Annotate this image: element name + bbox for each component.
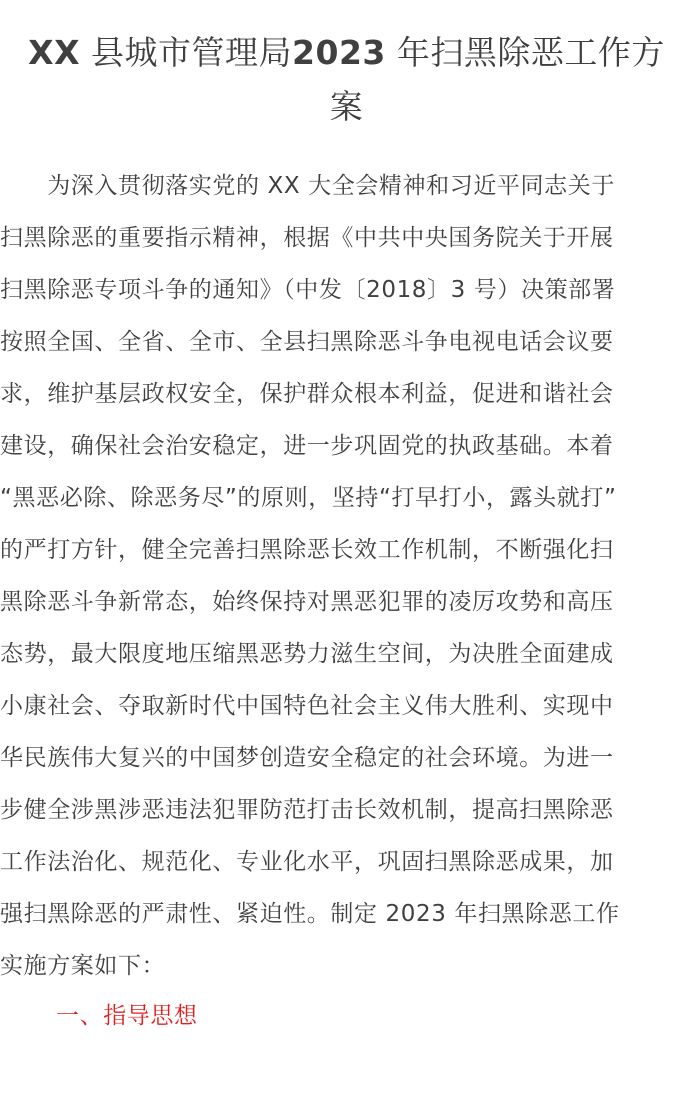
title-line-1 [0, 26, 693, 80]
paragraph-line: 工作法治化、规范化、专业化水平，巩固扫黑除恶成果，加 [0, 849, 614, 875]
paragraph-line: 求，维护基层政权安全，保护群众根本利益，促进和谐社会 [0, 381, 614, 407]
title-topic: 年扫黑除恶工作方 [396, 33, 665, 72]
paragraph-line: 为深入贯彻落实党的 XX 大全会精神和习近平同志关于 [0, 173, 615, 199]
paragraph-line: “黑恶必除、除恶务尽”的原则，坚持“打早打小，露头就打” [0, 485, 617, 511]
paragraph-line: 建设，确保社会治安稳定，进一步巩固党的执政基础。本着 [0, 433, 614, 459]
paragraph-line: 步健全涉黑涉恶违法犯罪防范打击长效机制，提高扫黑除恶 [0, 797, 614, 823]
paragraph-line: 强扫黑除恶的严肃性、紧迫性。制定 2023 年扫黑除恶工作 [0, 901, 620, 927]
body-paragraph [0, 160, 693, 992]
paragraph-line: 小康社会、夺取新时代中国特色社会主义伟大胜利、实现中 [0, 693, 614, 719]
title-agency: 县城市管理局 [91, 33, 293, 72]
paragraph-line: 的严打方针，健全完善扫黑除恶长效工作机制，不断强化扫 [0, 537, 614, 563]
document-title [0, 26, 693, 134]
paragraph-line: 按照全国、全省、全市、全县扫黑除恶斗争电视电话会议要 [0, 329, 614, 355]
title-line-2: 案 [329, 87, 364, 126]
section-heading: 一、指导思想 [56, 1003, 198, 1029]
paragraph-line: 华民族伟大复兴的中国梦创造安全稳定的社会环境。为进一 [0, 745, 614, 771]
title-xx: XX [28, 33, 81, 72]
paragraph-line: 扫黑除恶专项斗争的通知》（中发〔2018〕3 号）决策部署 [0, 277, 616, 303]
paragraph-line: 态势，最大限度地压缩黑恶势力滋生空间，为决胜全面建成 [0, 641, 614, 667]
paragraph-line: 实施方案如下： [0, 953, 166, 979]
title-year: 2023 [292, 33, 386, 72]
paragraph-line: 扫黑除恶的重要指示精神，根据《中共中央国务院关于开展 [0, 225, 614, 251]
paragraph-line: 黑除恶斗争新常态，始终保持对黑恶犯罪的凌厉攻势和高压 [0, 589, 614, 615]
